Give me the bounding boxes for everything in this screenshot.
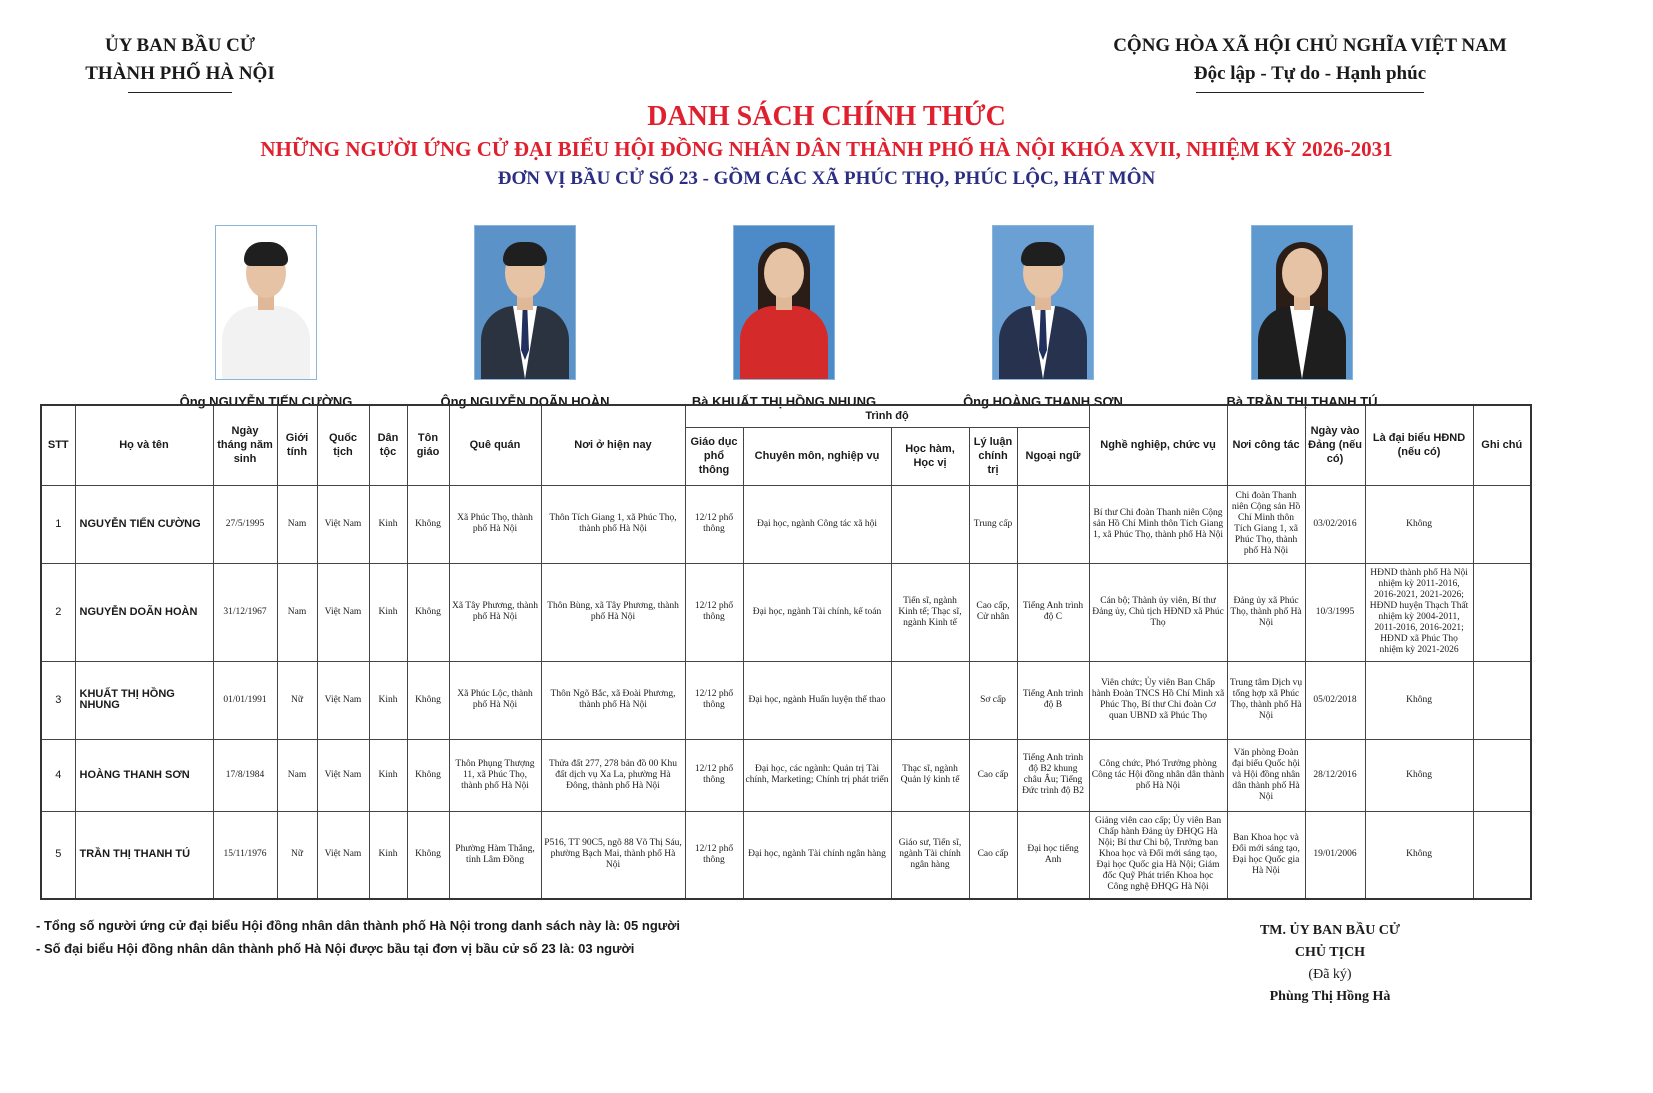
- cell-ethnicity: Kinh: [369, 739, 407, 811]
- header-workplace: Nơi công tác: [1227, 405, 1305, 485]
- candidate-photo-3: [733, 225, 835, 380]
- cell-workplace: Đảng ủy xã Phúc Thọ, thành phố Hà Nội: [1227, 563, 1305, 661]
- signature-block: [1230, 920, 1430, 1008]
- cell-party-date: 05/02/2018: [1305, 661, 1365, 739]
- cell-gender: Nam: [277, 485, 317, 563]
- cell-ethnicity: Kinh: [369, 563, 407, 661]
- title-line-2: NHỮNG NGƯỜI ỨNG CỬ ĐẠI BIỂU HỘI ĐỒNG NHÂN DÂN THÀNH PHỐ HÀ NỘI KHÓA XVII, NHIỆM KỲ 2026-2031: [260, 137, 1393, 161]
- header-occupation: Nghề nghiệp, chức vụ: [1089, 405, 1227, 485]
- cell-residence: Thôn Bùng, xã Tây Phương, thành phố Hà Nội: [541, 563, 685, 661]
- cell-language: Đại học tiếng Anh: [1017, 811, 1089, 899]
- national-line-2: Độc lập - Tự do - Hạnh phúc: [1193, 63, 1427, 84]
- cell-occupation: Bí thư Chi đoàn Thanh niên Cộng sản Hồ Chí Minh thôn Tích Giang 1, xã Phúc Thọ, thành phố Hà Nội: [1089, 485, 1227, 563]
- cell-specialty: Đại học, ngành Công tác xã hội: [743, 485, 891, 563]
- table-row: [41, 563, 1531, 661]
- cell-residence: P516, TT 90C5, ngõ 88 Võ Thị Sáu, phường Bạch Mai, thành phố Hà Nội: [541, 811, 685, 899]
- cell-gender: Nữ: [277, 661, 317, 739]
- cell-nationality: Việt Nam: [317, 739, 369, 811]
- cell-dob: 17/8/1984: [213, 739, 277, 811]
- candidate-card-5: [1172, 225, 1432, 409]
- cell-nationality: Việt Nam: [317, 563, 369, 661]
- cell-note: [1473, 661, 1531, 739]
- note-line-2: - Số đại biểu Hội đồng nhân dân thành phố Hà Nội được bầu tại đơn vị bầu cử số 23 là: 03 người: [36, 941, 635, 956]
- cell-language: Tiếng Anh trình độ C: [1017, 563, 1089, 661]
- candidate-caption-3: Bà KHUẤT THỊ HỒNG NHUNG: [691, 394, 877, 409]
- cell-nationality: Việt Nam: [317, 661, 369, 739]
- candidate-caption-5: Bà TRẦN THỊ THANH TÚ: [1226, 394, 1378, 409]
- cell-general-edu: 12/12 phổ thông: [685, 563, 743, 661]
- candidate-photo-4: [992, 225, 1094, 380]
- cell-ethnicity: Kinh: [369, 485, 407, 563]
- cell-religion: Không: [407, 739, 449, 811]
- cell-occupation: Viên chức; Ủy viên Ban Chấp hành Đoàn TNCS Hồ Chí Minh xã Phúc Thọ, Bí thư Chi đoàn Cơ quan UBND xã Phúc Thọ: [1089, 661, 1227, 739]
- cell-specialty: Đại học, các ngành: Quản trị Tài chính, Marketing; Chính trị phát triển: [743, 739, 891, 811]
- issuer-underline: [128, 92, 232, 93]
- cell-council: Không: [1365, 811, 1473, 899]
- note-line-1: - Tổng số người ứng cử đại biểu Hội đồng nhân dân thành phố Hà Nội trong danh sách này là: 05 người: [36, 918, 681, 933]
- cell-language: Tiếng Anh trình độ B: [1017, 661, 1089, 739]
- cell-workplace: Chi đoàn Thanh niên Cộng sản Hồ Chí Minh thôn Tích Giang 1, xã Phúc Thọ, thành phố Hà Nội: [1227, 485, 1305, 563]
- header-stt: STT: [41, 405, 75, 485]
- header-religion: Tôn giáo: [407, 405, 449, 485]
- cell-party-date: 10/3/1995: [1305, 563, 1365, 661]
- cell-note: [1473, 485, 1531, 563]
- candidate-card-3: [654, 225, 914, 409]
- cell-academic: Giáo sư, Tiến sĩ, ngành Tài chính ngân hàng: [891, 811, 969, 899]
- cell-hometown: Xã Phúc Lộc, thành phố Hà Nội: [449, 661, 541, 739]
- cell-residence: Thôn Tích Giang 1, xã Phúc Thọ, thành phố Hà Nội: [541, 485, 685, 563]
- cell-ethnicity: Kinh: [369, 661, 407, 739]
- header-political: Lý luận chính trị: [969, 427, 1017, 485]
- cell-stt: 5: [41, 811, 75, 899]
- header-council: Là đại biểu HĐND (nếu có): [1365, 405, 1473, 485]
- header-language: Ngoại ngữ: [1017, 427, 1089, 485]
- cell-gender: Nữ: [277, 811, 317, 899]
- cell-council: Không: [1365, 485, 1473, 563]
- cell-hometown: Phường Hàm Thắng, tỉnh Lâm Đồng: [449, 811, 541, 899]
- signature-line-4: Phùng Thị Hồng Hà: [1269, 989, 1391, 1004]
- candidate-card-4: [913, 225, 1173, 409]
- cell-stt: 1: [41, 485, 75, 563]
- cell-dob: 27/5/1995: [213, 485, 277, 563]
- cell-name: NGUYỄN TIẾN CƯỜNG: [75, 485, 213, 563]
- cell-occupation: Giảng viên cao cấp; Ủy viên Ban Chấp hành Đảng ủy ĐHQG Hà Nội; Bí thư Chi bộ, Trưởng ban Khoa học và Đổi mới sáng tạo, Đại học Quốc gia Hà Nội; Giám đốc Quỹ Phát triển Khoa học Công nghệ ĐHQG Hà Nội: [1089, 811, 1227, 899]
- candidate-card-2: [395, 225, 655, 409]
- cell-stt: 4: [41, 739, 75, 811]
- header-education-group: Trình độ: [685, 405, 1089, 427]
- signature-line-2: CHỦ TỊCH: [1294, 945, 1366, 960]
- cell-academic: Thạc sĩ, ngành Quản lý kinh tế: [891, 739, 969, 811]
- cell-workplace: Trung tâm Dịch vụ tổng hợp xã Phúc Thọ, thành phố Hà Nội: [1227, 661, 1305, 739]
- cell-workplace: Văn phòng Đoàn đại biểu Quốc hội và Hội đồng nhân dân thành phố Hà Nội: [1227, 739, 1305, 811]
- header-dob: Ngày tháng năm sinh: [213, 405, 277, 485]
- header-gender: Giới tính: [277, 405, 317, 485]
- national-underline: [1196, 92, 1424, 93]
- cell-note: [1473, 739, 1531, 811]
- issuer-header: [62, 32, 298, 93]
- cell-residence: Thôn Ngõ Bắc, xã Đoài Phương, thành phố Hà Nội: [541, 661, 685, 739]
- signature-line-1: TM. ỦY BAN BẦU CỬ: [1259, 923, 1401, 938]
- cell-stt: 2: [41, 563, 75, 661]
- signature-line-3: (Đã ký): [1308, 967, 1352, 982]
- cell-council: HĐND thành phố Hà Nội nhiệm kỳ 2011-2016, 2016-2021, 2021-2026; HĐND huyện Thạch Thất nhiệm kỳ 2004-2011, 2011-2016, 2016-2021; HĐND xã Phúc Thọ nhiệm kỳ 2021-2026: [1365, 563, 1473, 661]
- cell-language: [1017, 485, 1089, 563]
- cell-general-edu: 12/12 phổ thông: [685, 811, 743, 899]
- cell-stt: 3: [41, 661, 75, 739]
- cell-dob: 01/01/1991: [213, 661, 277, 739]
- header-general-edu: Giáo dục phổ thông: [685, 427, 743, 485]
- header-hometown: Quê quán: [449, 405, 541, 485]
- cell-nationality: Việt Nam: [317, 485, 369, 563]
- cell-gender: Nam: [277, 563, 317, 661]
- header-name: Họ và tên: [75, 405, 213, 485]
- cell-name: TRẦN THỊ THANH TÚ: [75, 811, 213, 899]
- header-nationality: Quốc tịch: [317, 405, 369, 485]
- cell-political: Cao cấp: [969, 811, 1017, 899]
- header-party-date: Ngày vào Đảng (nếu có): [1305, 405, 1365, 485]
- header-note: Ghi chú: [1473, 405, 1531, 485]
- cell-party-date: 28/12/2016: [1305, 739, 1365, 811]
- national-header: [1080, 32, 1540, 93]
- cell-residence: Thửa đất 277, 278 bản đồ 00 Khu đất dịch vụ Xa La, phường Hà Đông, thành phố Hà Nội: [541, 739, 685, 811]
- candidate-table: [40, 404, 1532, 900]
- title-line-3: ĐƠN VỊ BẦU CỬ SỐ 23 - GỒM CÁC XÃ PHÚC THỌ, PHÚC LỘC, HÁT MÔN: [497, 168, 1156, 189]
- cell-academic: Tiến sĩ, ngành Kinh tế; Thạc sĩ, ngành Kinh tế: [891, 563, 969, 661]
- cell-name: NGUYỄN DOÃN HOÀN: [75, 563, 213, 661]
- candidate-caption-1: Ông NGUYỄN TIẾN CƯỜNG: [179, 394, 353, 409]
- cell-religion: Không: [407, 563, 449, 661]
- cell-council: Không: [1365, 739, 1473, 811]
- cell-note: [1473, 811, 1531, 899]
- issuer-line-1: ỦY BAN BẦU CỬ: [104, 35, 256, 56]
- cell-dob: 31/12/1967: [213, 563, 277, 661]
- cell-ethnicity: Kinh: [369, 811, 407, 899]
- cell-specialty: Đại học, ngành Tài chính, kế toán: [743, 563, 891, 661]
- header-academic: Học hàm, Học vị: [891, 427, 969, 485]
- cell-academic: [891, 661, 969, 739]
- summary-notes: [36, 914, 680, 960]
- candidate-caption-2: Ông NGUYỄN DOÃN HOÀN: [440, 394, 610, 409]
- cell-workplace: Ban Khoa học và Đổi mới sáng tạo, Đại học Quốc gia Hà Nội: [1227, 811, 1305, 899]
- cell-party-date: 03/02/2016: [1305, 485, 1365, 563]
- cell-religion: Không: [407, 811, 449, 899]
- cell-general-edu: 12/12 phổ thông: [685, 485, 743, 563]
- cell-religion: Không: [407, 661, 449, 739]
- table-row: [41, 485, 1531, 563]
- cell-gender: Nam: [277, 739, 317, 811]
- header-residence: Nơi ở hiện nay: [541, 405, 685, 485]
- cell-nationality: Việt Nam: [317, 811, 369, 899]
- cell-political: Cao cấp, Cử nhân: [969, 563, 1017, 661]
- cell-political: Sơ cấp: [969, 661, 1017, 739]
- cell-note: [1473, 563, 1531, 661]
- candidate-caption-4: Ông HOÀNG THANH SƠN: [963, 394, 1123, 409]
- candidate-photo-2: [474, 225, 576, 380]
- table-row: [41, 739, 1531, 811]
- cell-occupation: Công chức, Phó Trưởng phòng Công tác Hội đồng nhân dân thành phố Hà Nội: [1089, 739, 1227, 811]
- cell-academic: [891, 485, 969, 563]
- cell-council: Không: [1365, 661, 1473, 739]
- cell-dob: 15/11/1976: [213, 811, 277, 899]
- cell-political: Cao cấp: [969, 739, 1017, 811]
- cell-political: Trung cấp: [969, 485, 1017, 563]
- title-line-1: DANH SÁCH CHÍNH THỨC: [647, 101, 1006, 132]
- cell-hometown: Thôn Phụng Thượng 11, xã Phúc Thọ, thành phố Hà Nội: [449, 739, 541, 811]
- header-specialty: Chuyên môn, nghiệp vụ: [743, 427, 891, 485]
- cell-specialty: Đại học, ngành Tài chính ngân hàng: [743, 811, 891, 899]
- cell-general-edu: 12/12 phổ thông: [685, 661, 743, 739]
- table-row: [41, 811, 1531, 899]
- cell-name: HOÀNG THANH SƠN: [75, 739, 213, 811]
- cell-hometown: Xã Tây Phương, thành phố Hà Nội: [449, 563, 541, 661]
- document-title: [0, 100, 1653, 194]
- cell-language: Tiếng Anh trình độ B2 khung châu Âu; Tiếng Đức trình độ B2: [1017, 739, 1089, 811]
- candidate-photo-5: [1251, 225, 1353, 380]
- national-line-1: CỘNG HÒA XÃ HỘI CHỦ NGHĨA VIỆT NAM: [1113, 35, 1507, 56]
- cell-name: KHUẤT THỊ HỒNG NHUNG: [75, 661, 213, 739]
- candidate-photo-1: [215, 225, 317, 380]
- cell-general-edu: 12/12 phổ thông: [685, 739, 743, 811]
- cell-specialty: Đại học, ngành Huấn luyện thể thao: [743, 661, 891, 739]
- cell-party-date: 19/01/2006: [1305, 811, 1365, 899]
- table-row: [41, 661, 1531, 739]
- candidate-card-1: [136, 225, 396, 409]
- issuer-line-2: THÀNH PHỐ HÀ NỘI: [85, 63, 275, 84]
- cell-hometown: Xã Phúc Thọ, thành phố Hà Nội: [449, 485, 541, 563]
- header-ethnicity: Dân tộc: [369, 405, 407, 485]
- cell-occupation: Cán bộ; Thành ủy viên, Bí thư Đảng ủy, Chủ tịch HĐND xã Phúc Thọ: [1089, 563, 1227, 661]
- cell-religion: Không: [407, 485, 449, 563]
